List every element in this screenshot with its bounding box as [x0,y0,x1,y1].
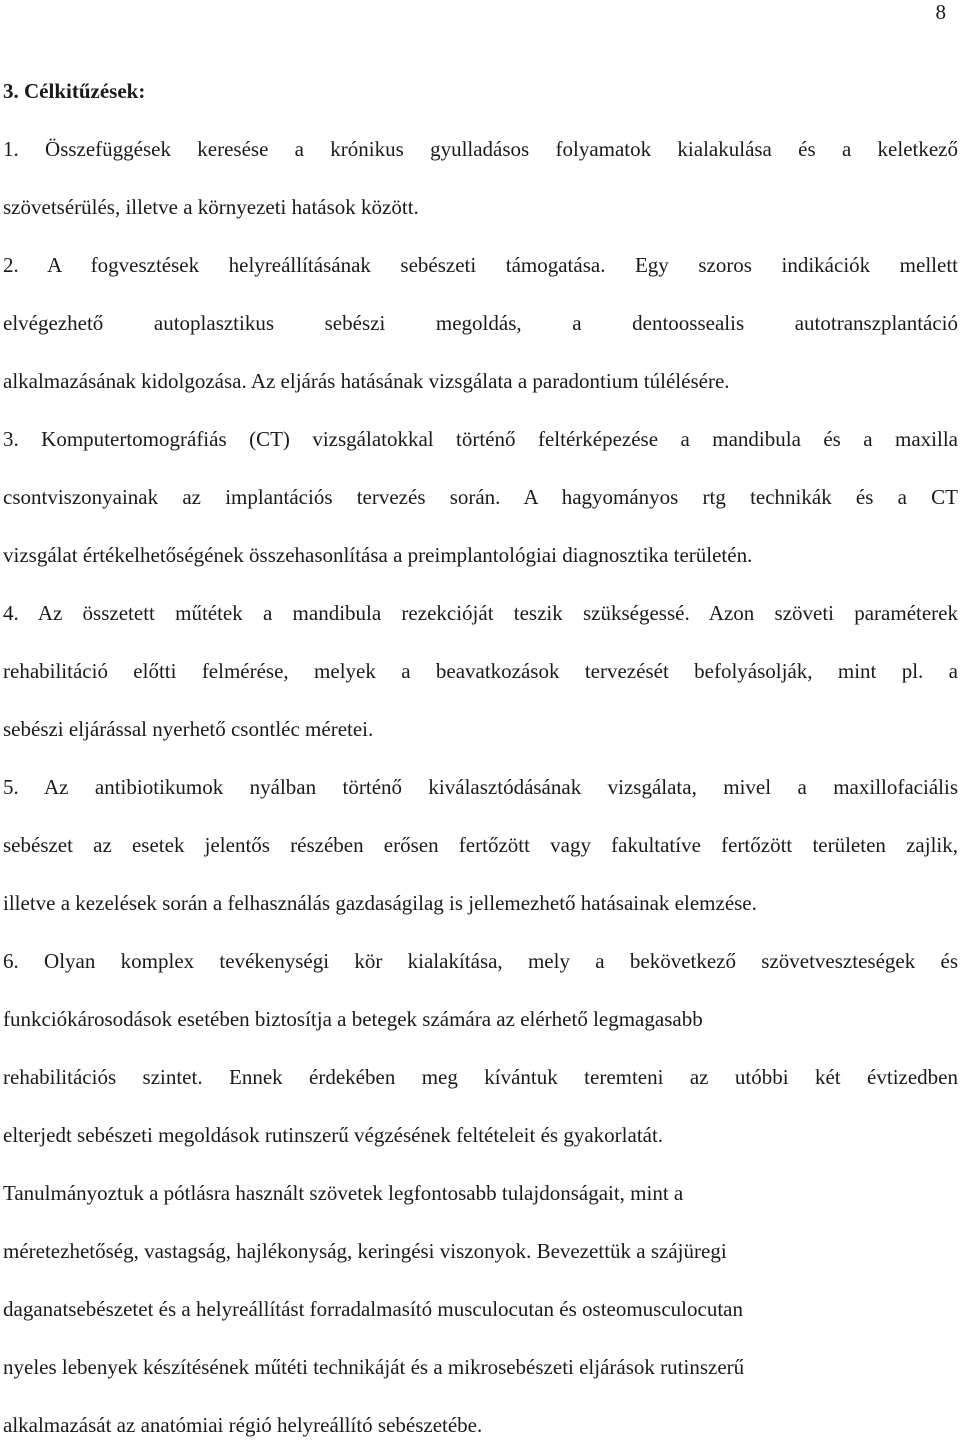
text-line: csontviszonyainak az implantációs tervezés során. A hagyományos rtg technikák és a CT [3,485,958,509]
text-line: vizsgálat értékelhetőségének összehasonlítása a preimplantológiai diagnosztika területén. [3,543,753,567]
text-line: sebészi eljárással nyerhető csontléc méretei. [3,717,374,741]
text-line: nyeles lebenyek készítésének műtéti technikáját és a mikrosebészeti eljárások rutinszerű [3,1355,745,1379]
objectives-section [3,62,958,1454]
text-line: 4. Az összetett műtétek a mandibula rezekcióját teszik szükségessé. Azon szöveti paraméterek [3,601,958,625]
text-line: szövetsérülés, illetve a környezeti hatások között. [3,195,419,219]
text-line: 5. Az antibiotikumok nyálban történő kiválasztódásának vizsgálata, mivel a maxillofaciális [3,775,958,799]
text-line: daganatsebészetet és a helyreállítást forradalmasító musculocutan és osteomusculocutan [3,1297,743,1321]
section-heading: 3. Célkitűzések: [3,79,146,103]
text-line: 3. Komputertomográfiás (CT) vizsgálatokkal történő feltérképezése a mandibula és a maxilla [3,427,958,451]
text-line: 1. Összefüggések keresése a krónikus gyulladásos folyamatok kialakulása és a keletkező [3,137,958,161]
text-line: sebészet az esetek jelentős részében erősen fertőzött vagy fakultatíve fertőzött területen zajlik, [3,833,958,857]
text-line: 2. A fogvesztések helyreállításának sebészeti támogatása. Egy szoros indikációk mellett [3,253,958,277]
page-number: 8 [935,0,946,24]
text-line: rehabilitációs szintet. Ennek érdekében meg kívántuk teremteni az utóbbi két évtizedben [3,1065,958,1089]
text-line: rehabilitáció előtti felmérése, melyek a beavatkozások tervezését befolyásolják, mint pl. a [3,659,958,683]
text-line: elterjedt sebészeti megoldások rutinszerű végzésének feltételeit és gyakorlatát. [3,1123,664,1147]
text-line: Tanulmányoztuk a pótlásra használt szövetek legfontosabb tulajdonságait, mint a [3,1181,684,1205]
text-line: 6. Olyan komplex tevékenységi kör kialakítása, mely a bekövetkező szövetveszteségek és [3,949,958,973]
text-line: alkalmazását az anatómiai régió helyreállító sebészetébe. [3,1413,483,1437]
text-line: alkalmazásának kidolgozása. Az eljárás hatásának vizsgálata a paradontium túlélésére. [3,369,730,393]
text-line: funkciókárosodások esetében biztosítja a betegek számára az elérhető legmagasabb [3,1007,703,1031]
text-line: elvégezhető autoplasztikus sebészi megoldás, a dentoossealis autotranszplantáció [3,311,958,335]
text-line: méretezhetőség, vastagság, hajlékonyság, keringési viszonyok. Bevezettük a szájüregi [3,1239,727,1263]
text-line: illetve a kezelések során a felhasználás gazdaságilag is jellemezhető hatásainak elemzése. [3,891,757,915]
